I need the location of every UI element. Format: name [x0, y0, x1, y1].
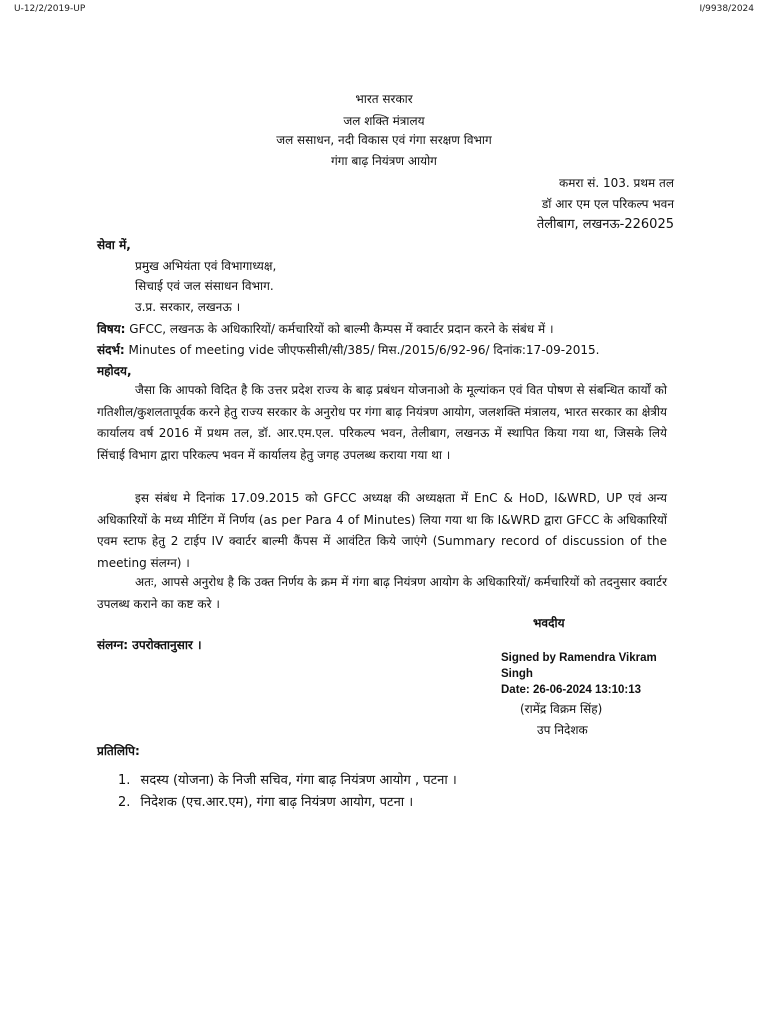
copy-to-item	[118, 770, 457, 788]
file-number: U-12/2/2019-UP	[14, 4, 86, 14]
letterhead-commission: गंगा बाढ़ नियंत्रण आयोग	[331, 154, 437, 168]
salutation: महोदय,	[97, 364, 132, 378]
signature-line-2: Singh	[501, 668, 533, 680]
reference-text: Minutes of meeting vide जीएफसीसी/सी/385/ मिस./2015/6/92-96/ दिनांक:17-09-2015.	[124, 343, 600, 357]
letterhead-govt: भारत सरकार	[355, 92, 413, 106]
recipient-label: सेवा में,	[97, 238, 131, 252]
signatory-name: (रामेंद्र विक्रम सिंह)	[520, 702, 603, 716]
copy-to-item-text: सदस्य (योजना) के निजी सचिव, गंगा बाढ़ नियंत्रण आयोग , पटना ।	[140, 773, 457, 788]
signature-line-1: Signed by Ramendra Vikram	[501, 652, 657, 664]
recipient-line-3: उ.प्र. सरकार, लखनऊ ।	[135, 300, 241, 314]
copy-to-item-number: 1.	[118, 773, 131, 788]
recipient-line-1: प्रमुख अभियंता एवं विभागाध्यक्ष,	[135, 259, 277, 273]
document-number: I/9938/2024	[699, 4, 754, 14]
copy-to-label: प्रतिलिपि:	[97, 744, 140, 758]
address-room: कमरा सं. 103. प्रथम तल	[559, 176, 674, 190]
copy-to-item-text: निदेशक (एच.आर.एम), गंगा बाढ़ नियंत्रण आयोग, पटना ।	[140, 795, 414, 810]
recipient-line-2: सिचाई एवं जल संसाधन विभाग.	[135, 279, 274, 293]
letterhead-department: जल ससाधन, नदी विकास एवं गंगा सरक्षण विभाग	[276, 133, 492, 147]
subject-text: GFCC, लखनऊ के अधिकारियों/ कर्मचारियों को बाल्मी कैम्पस में क्वार्टर प्रदान करने के संबंध में ।	[125, 322, 554, 336]
signatory-designation: उप निदेशक	[537, 723, 588, 737]
subject-label: विषय:	[97, 322, 126, 336]
subject-line	[97, 320, 554, 337]
signature-date: Date: 26-06-2024 13:10:13	[501, 684, 642, 696]
copy-to-item	[118, 792, 413, 810]
reference-label: संदर्भ:	[97, 343, 125, 357]
body-paragraph-2: इस संबंध मे दिनांक 17.09.2015 को GFCC अध्यक्ष की अध्यक्षता में EnC & HoD, I&WRD, UP एवं अन्य अधिकारियों के मध्य मीटिंग में निर्णय (as per Para 4 of Minutes) लिया गया था कि I&WRD द्वारा GFCC के अधिकारियों एवम स्टाफ हेतु 2 टाईप IV क्वार्टर बाल्मी कैंपस में आवंटित किये जाएंगे (Summary record of discussion of the meeting संलग्न) ।	[97, 491, 667, 570]
body-paragraph-1: जैसा कि आपको विदित है कि उत्तर प्रदेश राज्य के बाढ़ प्रबंधन योजनाओ के मूल्यांकन एवं वित पोषण से संबन्धित कार्यों को गतिशील/कुशलतापूर्वक करने हेतु राज्य सरकार के अनुरोध पर गंगा बाढ़ नियंत्रण आयोग, जलशक्ति मंत्रालय, भारत सरकार का क्षेत्रीय कार्यालय वर्ष 2016 में प्रथम तल, डॉ. आर.एम.एल. परिकल्प भवन, तेलीबाग, लखनऊ में स्थापित किया गया था, जिसके लिये सिंचाई विभाग द्वारा परिकल्प भवन में कार्यालय हेतु जगह उपलब्ध कराया गया था ।	[97, 383, 667, 462]
address-building: डॉ आर एम एल परिकल्प भवन	[541, 197, 674, 211]
closing-bhavdiya: भवदीय	[533, 616, 565, 630]
body-paragraph-3: अतः, आपसे अनुरोध है कि उक्त निर्णय के क्रम में गंगा बाढ़ नियंत्रण आयोग के अधिकारियों/ कर्मचारियों को तदनुसार क्वार्टर उपलब्ध कराने का कष्ट करे ।	[97, 575, 667, 611]
enclosure-note: संलग्न: उपरोक्तानुसार ।	[97, 638, 202, 652]
reference-line	[97, 341, 599, 358]
letterhead-ministry: जल शक्ति मंत्रालय	[343, 114, 425, 128]
copy-to-item-number: 2.	[118, 795, 131, 810]
address-city: तेलीबाग, लखनऊ-226025	[536, 217, 674, 232]
